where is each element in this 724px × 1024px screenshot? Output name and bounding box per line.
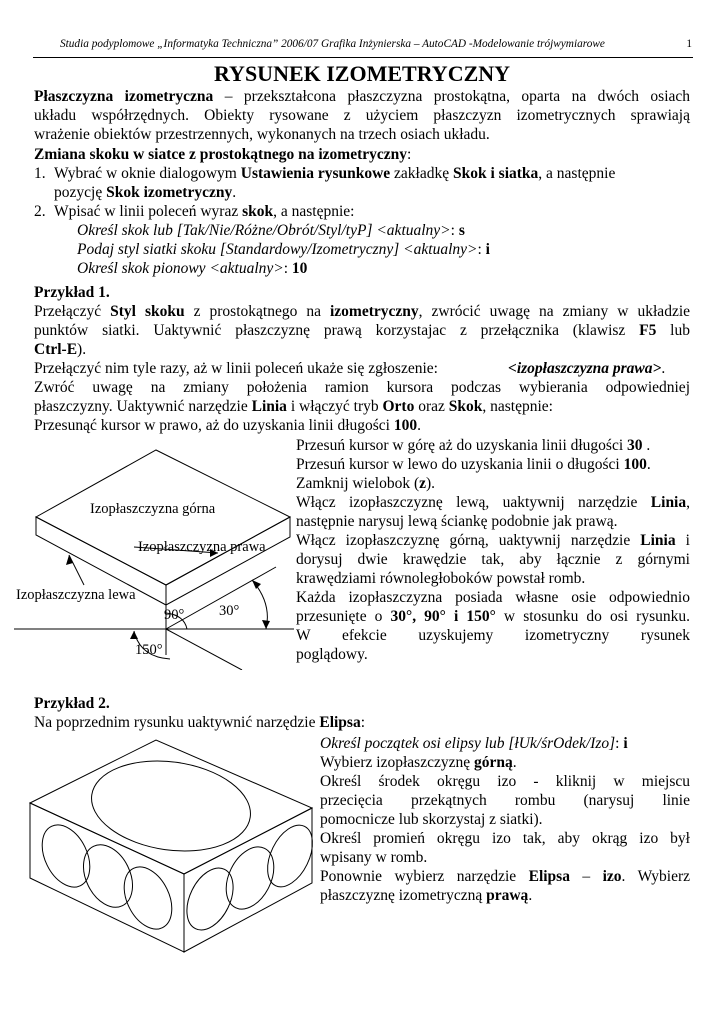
left-ellipse: [33, 817, 100, 895]
command-line: Podaj styl siatki skoku [Standardowy/Izometryczny] <aktualny>: i: [77, 241, 490, 258]
page-number: 1: [686, 38, 692, 50]
step-1: 1. Wybrać w oknie dialogowym Ustawienia rysunkowe zakładkę Skok i siatka, a następnie pozycję Skok izometryczny.: [34, 165, 616, 201]
isometric-box-drawing: [14, 445, 294, 670]
command-line: Określ skok pionowy <aktualny>: 10: [77, 260, 308, 277]
intro-line-2: układu współrzędnych. Obiekty rysowane z użyciem płaszczyzn izometrycznych sprawiają: [34, 107, 690, 124]
example-2: Przykład 2. Na poprzednim rysunku uaktywnić narzędzie Elipsa:: [34, 694, 690, 732]
header-rule: [33, 57, 693, 58]
angle-30-label: 30°: [219, 603, 240, 619]
top-face: [30, 740, 312, 874]
example-1: Przykład 1. Przełączyć Styl skoku z prostokątnego na izometryczny, zwrócić uwagę na zmiany w układzie punktów siatki. Uaktywnić płaszczyznę prawą korzystajac z przełącznika (klawisz F5 lub Ctrl-E). Przełączyć nim tyle razy, aż w linii poleceń ukaże się zgłoszenie: <izopłaszczyzna prawa>. Zwróć uwagę na zmiany położenia ramion kursora podczas wybierania odpowiedniej płaszczyzny. Uaktywnić narzędzie Linia i włączyć tryb Orto oraz Skok, następnie: Przesunąć kursor w prawo, aż do uzyskania linii długości 100.: [34, 284, 691, 434]
label-right-plane: Izopłaszczyzna prawa: [138, 539, 266, 555]
intro-line-3: wrażenie obiektów przestrzennych, wykonanych na trzech osiach układu.: [34, 126, 490, 143]
right-ellipse: [217, 839, 284, 917]
axis-330: [166, 629, 242, 670]
example-1-heading: Przykład 1.: [34, 284, 110, 301]
page-title: RYSUNEK IZOMETRYCZNY: [213, 61, 511, 86]
command-block: [77, 221, 490, 278]
angle-150-label: 150°: [135, 642, 163, 658]
label-left-plane: Izopłaszczyzna lewa: [16, 587, 136, 603]
command-line: Określ skok lub [Tak/Nie/Różne/Obrót/Styl/tyP] <aktualny>: s: [77, 222, 465, 239]
left-ellipse: [115, 859, 182, 937]
section-heading: Zmiana skoku w siatce z prostokątnego na izometryczny:: [34, 146, 412, 163]
isometric-circles-drawing: [26, 738, 316, 956]
angle-90-label: 90°: [164, 607, 185, 623]
isometric-box-figure: [14, 445, 294, 670]
example-1-steps: Przesuń kursor w górę aż do uzyskania linii długości 30 . Przesuń kursor w lewo do uzyskania linii o długości 100. Zamknij wielobok (z). Włącz izopłaszczyznę lewą, uaktywnij narzędzie Linia, następnie narysuj lewą ściankę podobnie jak prawą. Włącz izopłaszczyznę górną, uaktywnij narzędzie Linia i dorysuj dwie krawędzie tak, aby łącznie z górnymi krawędziami równoległoboków powstał romb. Każda izopłaszczyzna posiada własne osie odpowiednio przesunięte o 30°, 90° i 150° w stosunku do osi rysunku. W efekcie uzyskujemy izometryczny rysunek poglądowy.: [296, 437, 691, 663]
step-2: 2. Wpisać w linii poleceń wyraz skok, a następnie:: [34, 203, 355, 220]
isometric-box-circles-figure: [26, 738, 316, 956]
label-top-plane: Izopłaszczyzna górna: [90, 501, 216, 517]
intro-line-1: Płaszczyzna izometryczna – przekształcona płaszczyzna prostokątna, oparta na dwóch osiach: [34, 88, 691, 105]
running-header: [60, 38, 692, 50]
example-2-heading: Przykład 2.: [34, 695, 110, 712]
example-2-steps: Określ początek osi elipsy lub [łUk/śrOdek/Izo]: i Wybierz izopłaszczyznę górną. Określ środek okręgu izo - kliknij w miejscu przecięcia przekątnych rombu (narysuj linie pomocnicze lub skorzystaj z siatki). Określ promień okręgu izo tak, aby okrąg izo był wpisany w romb. Ponownie wybierz narzędzie Elipsa – izo. Wybierz płaszczyznę izometryczną prawą.: [320, 735, 690, 904]
right-ellipse: [258, 818, 316, 894]
intro-paragraph: [34, 87, 690, 144]
top-ellipse: [86, 751, 257, 860]
right-face: [166, 517, 290, 605]
header-text: Studia podyplomowe „Informatyka Techniczna” 2006/07 Grafika Inżynierska – AutoCAD -Modelowanie trójwymiarowe: [60, 38, 605, 50]
